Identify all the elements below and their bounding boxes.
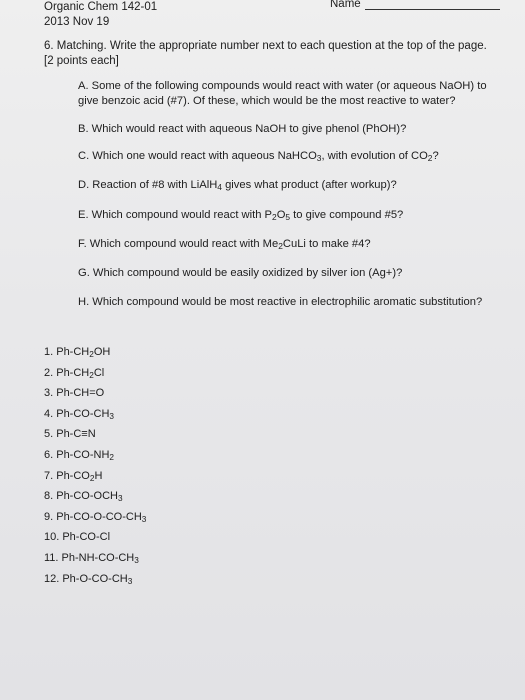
compound-10: 10. Ph-CO-Cl [44, 531, 111, 544]
question-c: C. Which one would react with aqueous NaHCO$_3$, with evolution of $CO_2$? [78, 150, 439, 163]
section-points: [2 points each] [44, 55, 119, 67]
question-g: G. Which compound would be easily oxidized by silver ion (Ag+)? [78, 267, 403, 279]
question-a: A. Some of the following compounds would react with water (or aqueous NaOH) to give benzoic acid (#7). Of these, which would be the most reactive to water? [78, 80, 487, 107]
question-h: H. Which compound would be most reactive in electrophilic aromatic substitution? [78, 296, 483, 308]
name-label: Name [330, 0, 361, 10]
compound-6: 6. $Ph-CO-NH_2$ [44, 449, 114, 462]
compound-11: 11. $Ph-NH-CO-CH_3$ [44, 552, 139, 565]
exam-date: 2013 Nov 19 [44, 16, 110, 28]
name-blank-line [365, 0, 500, 10]
compound-1: 1. $Ph-CH_2OH$ [44, 346, 111, 359]
compound-4: 4. $Ph-CO-CH_3$ [44, 407, 114, 421]
question-b: B. Which would react with aqueous NaOH to give phenol (PhOH)? [78, 123, 407, 135]
compound-12: 12. $Ph-O-CO-CH_3$ [44, 572, 133, 586]
section-heading [44, 39, 504, 69]
question-d: D. Reaction of #8 with LiAlH$_4$ gives what product (after workup)? [78, 179, 397, 192]
compound-9: 9. $Ph-CO-O-CO-CH_3$ [44, 510, 147, 524]
compound-2: 2. $Ph-CH_2Cl$ [44, 366, 105, 380]
course-title: Organic Chem 142-01 [44, 1, 158, 13]
question-e: E. Which compound would react with $P_2O_5$ to give compound #5? [78, 209, 404, 222]
name-field [330, 0, 500, 10]
compound-8: 8. $Ph-CO-OCH_3$ [44, 490, 123, 504]
compound-3: 3. Ph-CH=O [44, 387, 105, 400]
header [44, 0, 157, 30]
compound-7: 7. $Ph-CO_2H$ [44, 469, 103, 483]
compound-5: 5. Ph-C≡N [44, 428, 96, 441]
question-f: F. Which compound would react with $Me_2CuLi$ to make #4? [78, 238, 371, 251]
section-title: 6. Matching. Write the appropriate number next to each question at the top of the page. [44, 40, 487, 52]
